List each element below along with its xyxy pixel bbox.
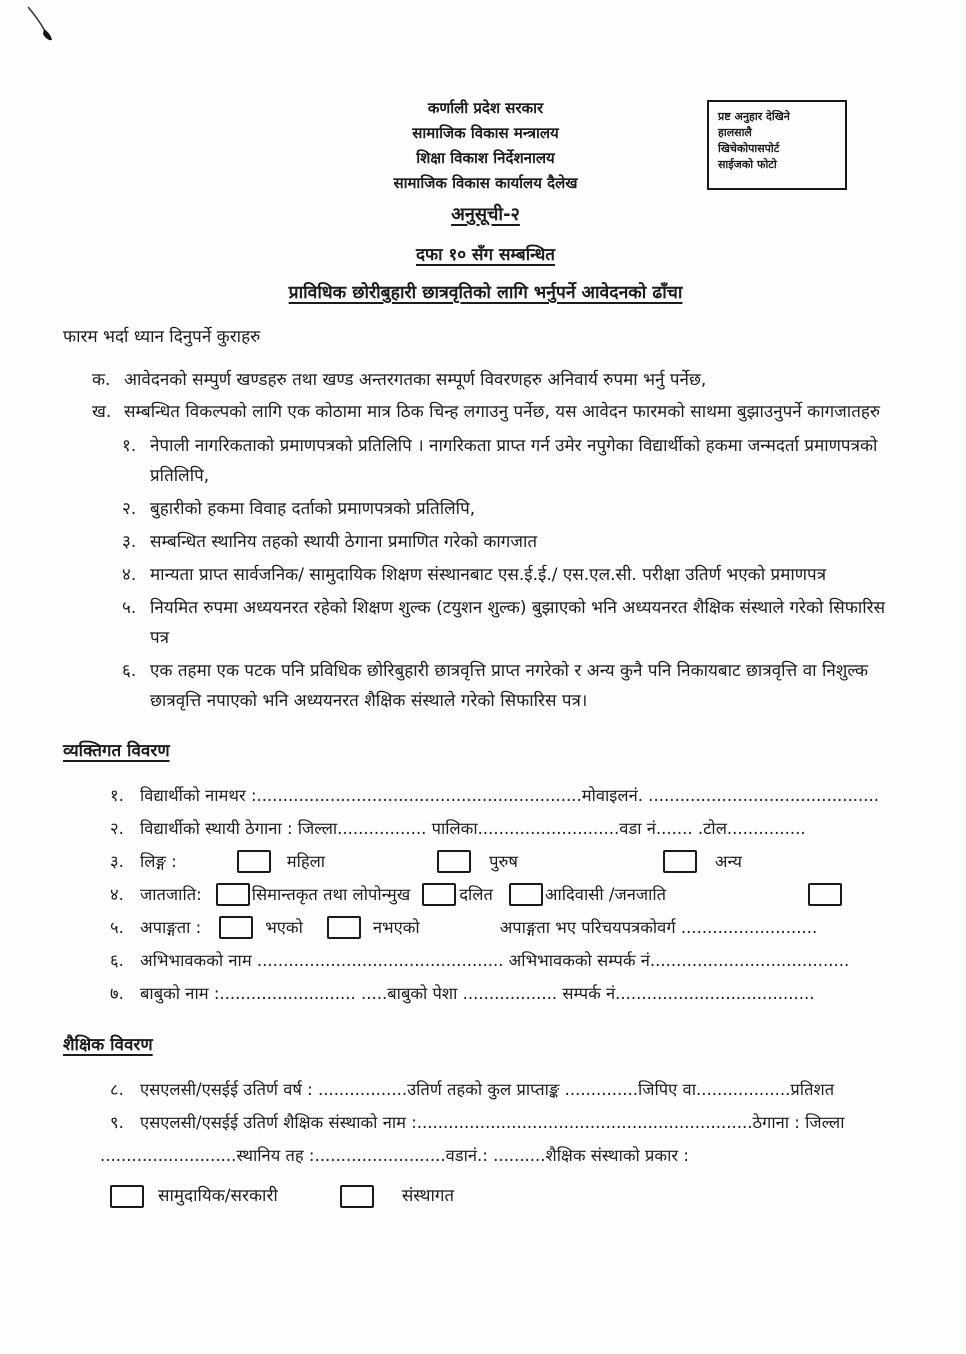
field-guardian — [110, 944, 908, 977]
field-marker: ९. — [110, 1113, 124, 1132]
checkbox-disability-yes[interactable] — [219, 916, 253, 939]
option-label-dalit: दलित — [459, 885, 493, 904]
checkbox-marginalized[interactable] — [216, 883, 250, 906]
document-text: नियमित रुपमा अध्ययनरत रहेको शिक्षण शुल्क (टयुशन शुल्क) बुझाएको भनि अध्ययनरत शैक्षिक संस्थाले गरेको सिफारिस पत्र — [150, 598, 886, 648]
field-marker: २. — [110, 819, 124, 838]
option-label-female: महिला — [286, 852, 326, 871]
document-text: एक तहमा एक पटक पनि प्रविधिक छोरिबुहारी छात्रवृत्ति प्राप्त नगरेको र अन्य कुनै पनि निकायबाट छात्रवृत्ति वा निशुल्क छात्रवृत्ति नपाएको भनि अध्ययनरत शैक्षिक संस्थाले गरेको सिफारिस पत्र। — [150, 661, 869, 711]
photo-box-line: हालसालै — [718, 126, 752, 139]
field-disability-card-category[interactable]: अपाङ्गता भए परिचयपत्रकोवर्ग .......................... — [499, 918, 818, 937]
field-ethnicity-label: जातजाति: — [140, 885, 202, 904]
document-text: मान्यता प्राप्त सार्वजनिक/ सामुदायिक शिक्षण संस्थानबाट एस.ई.ई./ एस.एल.सी. परीक्षा उतिर्ण भएको प्रमाणपत्र — [150, 565, 827, 585]
form-title: प्राविधिक छोरीबुहारी छात्रवृतिको लागि भर्नुपर्ने आवेदनको ढाँचा — [288, 283, 683, 303]
field-institution-type — [70, 1178, 908, 1214]
document-item — [122, 656, 908, 716]
field-institution-address — [100, 1139, 908, 1172]
field-institution-name — [110, 1106, 908, 1139]
field-marker: १. — [110, 786, 124, 805]
photo-box-line: साईजको फोटो — [718, 158, 777, 171]
checkbox-community-government[interactable] — [110, 1185, 144, 1208]
org-line-directorate: शिक्षा विकाश निर्देशनालय — [416, 149, 555, 167]
document-item — [122, 560, 908, 590]
annex-title: अनुसूची-२ — [451, 204, 520, 225]
instruction-marker: क. — [92, 370, 111, 390]
section-reference: दफा १० सँग सम्बन्धित — [415, 245, 556, 265]
checkbox-gender-female[interactable] — [237, 850, 271, 873]
instruction-marker: ख. — [92, 402, 112, 422]
option-label-disability-no: नभएको — [372, 918, 420, 937]
photo-box-line: खिचेकोपासपोर्ट — [718, 142, 780, 155]
field-guardian-line[interactable]: अभिभावकको नाम ............................................... अभिभावकको सम्पर्क नं...................................... — [140, 951, 850, 970]
instruction-text: आवेदनको सम्पुर्ण खण्डहरु तथा खण्ड अन्तरगतका सम्पूर्ण विवरणहरु अनिवार्य रुपमा भर्नु पर्नेछ, — [124, 370, 707, 390]
document-item — [122, 527, 908, 557]
photo-box-line: प्रष्ट अनुहार देखिने — [718, 110, 790, 123]
document-item — [122, 494, 908, 524]
option-label-other: अन्य — [714, 852, 742, 871]
instruction-item — [92, 397, 908, 428]
option-label-disability-yes: भएको — [265, 918, 303, 937]
checkbox-dalit[interactable] — [422, 883, 456, 906]
instruction-item — [92, 365, 908, 396]
field-father-line[interactable]: बाबुको नाम :.......................... .....बाबुको पेशा .................. सम्पर्क नं...................................... — [140, 984, 815, 1003]
checkbox-adivasi-janajati[interactable] — [509, 883, 543, 906]
org-line-office: सामाजिक विकास कार्यालय दैलेख — [393, 174, 578, 192]
instructions-heading: फारम भर्दा ध्यान दिनुपर्ने कुराहरु — [63, 327, 261, 347]
document-marker: १. — [122, 436, 137, 456]
instruction-text: सम्बन्धित विकल्पको लागि एक कोठामा मात्र ठिक चिन्ह लगाउनु पर्नेछ, यस आवेदन फारमको साथमा बुझाउनुपर्ने कागजातहरु — [124, 402, 881, 422]
instructions-list — [63, 365, 908, 428]
document-text: सम्बन्धित स्थानिय तहको स्थायी ठेगाना प्रमाणित गरेको कागजात — [150, 532, 538, 552]
document-text: नेपाली नागरिकताको प्रमाणपत्रको प्रतिलिपि । नागरिकता प्राप्त गर्न उमेर नपुगेका विद्यार्थीको हकमा जन्मदर्ता प्रमाणपत्रको प्रतिलिपि, — [150, 436, 878, 486]
checkbox-gender-male[interactable] — [437, 850, 471, 873]
personal-details-heading: व्यक्तिगत विवरण — [63, 741, 170, 761]
option-label-community-government: सामुदायिक/सरकारी — [158, 1186, 278, 1206]
document-marker: ३. — [122, 532, 137, 552]
checkbox-ethnicity-other[interactable] — [808, 883, 842, 906]
org-header — [146, 96, 826, 226]
option-label-male: पुरुष — [489, 852, 518, 871]
field-permanent-address-line[interactable]: विद्यार्थीको स्थायी ठेगाना : जिल्ला................. पालिका...........................वडा नं....... .टोल............... — [140, 819, 806, 838]
field-marker: ७. — [110, 984, 124, 1003]
field-marker: ३. — [110, 852, 124, 871]
field-permanent-address — [110, 812, 908, 845]
field-ethnicity — [110, 878, 908, 911]
field-slc-see-year — [110, 1073, 908, 1106]
option-label-institutional: संस्थागत — [401, 1186, 455, 1206]
document-marker: ४. — [122, 565, 137, 585]
org-line-government: कर्णाली प्रदेश सरकार — [427, 99, 544, 117]
field-student-name-line[interactable]: विद्यार्थीको नामथर :..............................................................मोवाइलनं. ............................................ — [140, 786, 879, 805]
field-marker: ६. — [110, 951, 124, 970]
document-marker: ५. — [122, 598, 137, 618]
personal-details-section — [63, 779, 908, 1010]
document-item — [122, 431, 908, 491]
field-institution-name-line[interactable]: एसएलसी/एसईई उतिर्ण शैक्षिक संस्थाको नाम :................................................................ठेगाना : जिल्ला — [140, 1113, 845, 1132]
field-marker: ५. — [110, 918, 124, 937]
field-gender-label: लिङ्ग : — [140, 852, 177, 871]
field-gender — [110, 845, 908, 878]
document-text: बुहारीको हकमा विवाह दर्ताको प्रमाणपत्रको प्रतिलिपि, — [150, 499, 476, 519]
field-marker: ८. — [110, 1080, 124, 1099]
education-details-section — [63, 1073, 908, 1214]
field-disability — [110, 911, 908, 944]
required-documents-list — [63, 431, 908, 716]
checkbox-gender-other[interactable] — [663, 850, 697, 873]
field-father — [110, 977, 908, 1010]
field-disability-label: अपाङ्गता : — [140, 918, 202, 937]
checkbox-disability-no[interactable] — [327, 916, 361, 939]
field-slc-see-year-line[interactable]: एसएलसी/एसईई उतिर्ण वर्ष : .................उतिर्ण तहको कुल प्राप्ताङ्क ..............जिपिए वा..................प्रतिशत — [140, 1080, 835, 1099]
field-institution-address-line[interactable]: ..........................स्थानिय तह :.........................वडानं.: ..........शैक्षिक संस्थाको प्रकार : — [100, 1146, 689, 1165]
document-item — [122, 593, 908, 653]
option-label-marginalized: सिमान्तकृत तथा लोपोन्मुख — [251, 885, 411, 904]
option-label-adivasi-janajati: आदिवासी /जनजाति — [544, 885, 667, 904]
document-marker: २. — [122, 499, 137, 519]
field-student-name — [110, 779, 908, 812]
checkbox-institutional[interactable] — [340, 1185, 374, 1208]
org-line-ministry: सामाजिक विकास मन्त्रालय — [412, 124, 559, 142]
field-marker: ४. — [110, 885, 124, 904]
education-details-heading: शैक्षिक विवरण — [63, 1035, 153, 1055]
document-marker: ६. — [122, 661, 137, 681]
